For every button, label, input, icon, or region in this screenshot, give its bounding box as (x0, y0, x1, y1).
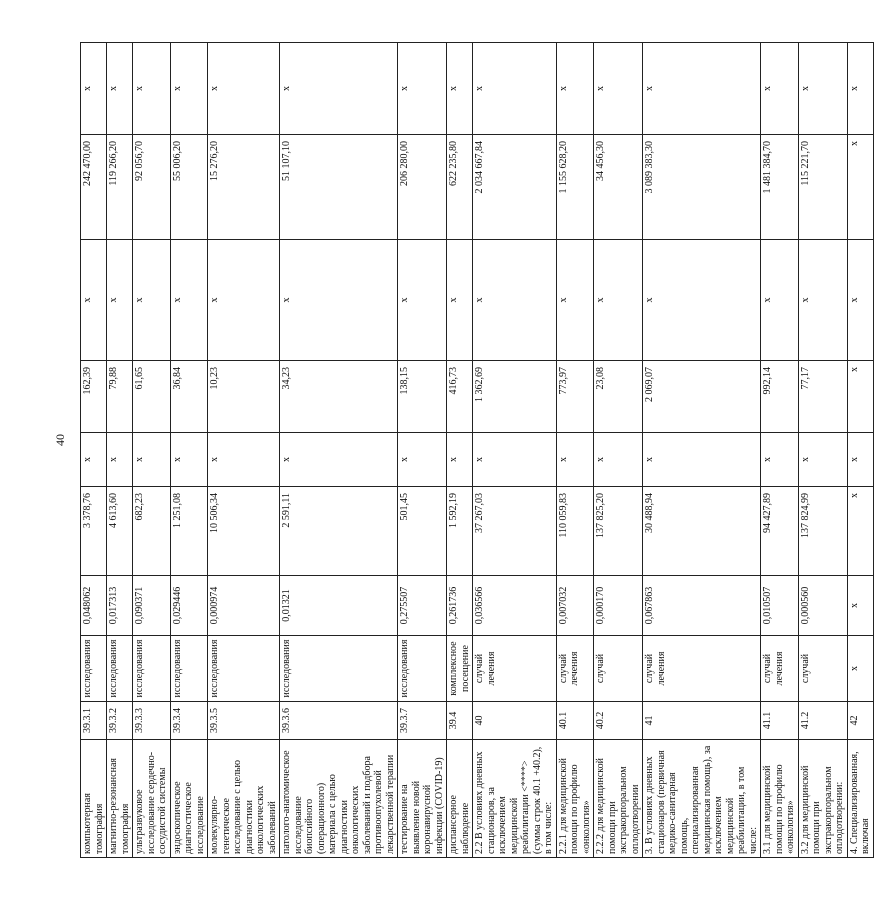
cell-c7: 36,84 (170, 361, 208, 433)
cell-name: патолого-анатомическое исследование биопсийного (операционного) материала с целью диагностики онкологических заболеваний и подбора противоопухолевой лекарственной терапии (280, 740, 398, 858)
table-row (107, 43, 133, 858)
cell-c10: х (594, 43, 643, 135)
cell-c8: х (81, 240, 107, 361)
cell-c9: 1 155 628,20 (556, 135, 594, 240)
cell-c9: 3 089 383,30 (643, 135, 761, 240)
cell-c7: 992,14 (761, 361, 799, 433)
cell-name: 3.1 для медицинской помощи по профилю «онкология» (761, 740, 799, 858)
cell-unit: исследования (81, 636, 107, 702)
cell-cost: 1 251,08 (170, 487, 208, 576)
cell-c6: х (133, 433, 171, 487)
cell-code: 41 (643, 702, 761, 740)
cell-code: 39.3.4 (170, 702, 208, 740)
table-row (761, 43, 799, 858)
cell-name: эндоскопическое диагностическое исследование (170, 740, 208, 858)
cell-unit: х (847, 636, 873, 702)
cell-norm: х (847, 576, 873, 636)
cell-c7: 162,39 (81, 361, 107, 433)
cell-c8: х (798, 240, 847, 361)
cell-name: молекулярно-генетическое исследование с целью диагностики онкологических заболеваний (208, 740, 280, 858)
cell-c8: х (447, 240, 473, 361)
cell-c10: х (798, 43, 847, 135)
cell-code: 39.3.7 (398, 702, 447, 740)
cell-norm: 0,000170 (594, 576, 643, 636)
cell-c9: 55 006,20 (170, 135, 208, 240)
cell-unit: исследования (280, 636, 398, 702)
cell-norm: 0,000974 (208, 576, 280, 636)
table-row (798, 43, 847, 858)
cell-c10: х (81, 43, 107, 135)
cell-c6: х (81, 433, 107, 487)
cell-c7: 773,97 (556, 361, 594, 433)
cell-cost: 137 825,20 (594, 487, 643, 576)
cell-c6: х (761, 433, 799, 487)
table-row (556, 43, 594, 858)
cell-c6: х (847, 433, 873, 487)
cell-cost: 501,45 (398, 487, 447, 576)
cell-c8: х (847, 240, 873, 361)
cell-c6: х (398, 433, 447, 487)
cell-cost: 4 613,60 (107, 487, 133, 576)
cell-name: 3.2 для медицинской помощи при экстракорпоральном оплодотворении: (798, 740, 847, 858)
tariff-table (80, 42, 874, 858)
cell-c8: х (643, 240, 761, 361)
cell-code: 40.1 (556, 702, 594, 740)
cell-code: 42 (847, 702, 873, 740)
cell-norm: 0,261736 (447, 576, 473, 636)
cell-c10: х (170, 43, 208, 135)
cell-norm: 0,090371 (133, 576, 171, 636)
cell-cost: 137 824,99 (798, 487, 847, 576)
cell-c9: 622 235,80 (447, 135, 473, 240)
cell-cost: 10 506,34 (208, 487, 280, 576)
cell-code: 40.2 (594, 702, 643, 740)
cell-cost: 1 592,19 (447, 487, 473, 576)
cell-c9: 92 056,70 (133, 135, 171, 240)
rotated-table-container (80, 43, 871, 858)
cell-name: 2.2 В условиях дневных стационаров, за исключением медицинской реабилитации <****> (сумма строк 40.1 +40.2), в том числе: (473, 740, 557, 858)
cell-c10: х (208, 43, 280, 135)
cell-c8: х (594, 240, 643, 361)
cell-name: диспансерное наблюдение (447, 740, 473, 858)
cell-c6: х (473, 433, 557, 487)
cell-unit: случай лечения (761, 636, 799, 702)
cell-c8: х (398, 240, 447, 361)
cell-code: 41.2 (798, 702, 847, 740)
cell-norm: 0,048062 (81, 576, 107, 636)
cell-norm: 0,029446 (170, 576, 208, 636)
cell-unit: случай лечения (556, 636, 594, 702)
cell-c6: х (594, 433, 643, 487)
cell-c6: х (107, 433, 133, 487)
cell-name: тестирование на выявление новой коронавирусной инфекции (COVID-19) (398, 740, 447, 858)
cell-c10: х (643, 43, 761, 135)
cell-c10: х (473, 43, 557, 135)
cell-name: компьютерная томография (81, 740, 107, 858)
table-row (594, 43, 643, 858)
cell-code: 39.3.1 (81, 702, 107, 740)
table-row (133, 43, 171, 858)
cell-code: 41.1 (761, 702, 799, 740)
cell-norm: 0,067863 (643, 576, 761, 636)
cell-c6: х (447, 433, 473, 487)
cell-norm: 0,007032 (556, 576, 594, 636)
cell-name: 4. Специализированная, включая (847, 740, 873, 858)
cell-c10: х (847, 43, 873, 135)
cell-c9: 206 280,00 (398, 135, 447, 240)
cell-c9: 119 266,20 (107, 135, 133, 240)
cell-c10: х (761, 43, 799, 135)
cell-c9: 2 034 667,84 (473, 135, 557, 240)
cell-c10: х (398, 43, 447, 135)
cell-c8: х (280, 240, 398, 361)
table-row (81, 43, 107, 858)
cell-unit: случай (798, 636, 847, 702)
cell-c7: 138,15 (398, 361, 447, 433)
cell-c9: 34 456,30 (594, 135, 643, 240)
table-row (398, 43, 447, 858)
cell-code: 39.3.3 (133, 702, 171, 740)
cell-cost: 2 591,11 (280, 487, 398, 576)
cell-unit: исследования (208, 636, 280, 702)
cell-c9: 242 470,00 (81, 135, 107, 240)
cell-c9: 115 221,70 (798, 135, 847, 240)
cell-unit: исследования (398, 636, 447, 702)
cell-unit: исследования (133, 636, 171, 702)
cell-cost: 30 488,94 (643, 487, 761, 576)
cell-cost: х (847, 487, 873, 576)
cell-code: 39.3.6 (280, 702, 398, 740)
cell-c7: 79,88 (107, 361, 133, 433)
cell-c7: 2 069,07 (643, 361, 761, 433)
cell-c7: 1 362,69 (473, 361, 557, 433)
cell-norm: 0,017313 (107, 576, 133, 636)
cell-c9: 51 107,10 (280, 135, 398, 240)
cell-code: 39.3.5 (208, 702, 280, 740)
cell-code: 39.3.2 (107, 702, 133, 740)
cell-c7: 23,08 (594, 361, 643, 433)
cell-c6: х (798, 433, 847, 487)
cell-c9: 15 276,20 (208, 135, 280, 240)
cell-c7: 416,73 (447, 361, 473, 433)
cell-c6: х (643, 433, 761, 487)
cell-c10: х (556, 43, 594, 135)
table-row (473, 43, 557, 858)
cell-c6: х (280, 433, 398, 487)
cell-name: 2.2.1 для медицинской помощи по профилю «онкология» (556, 740, 594, 858)
cell-unit: случай лечения (643, 636, 761, 702)
cell-c8: х (761, 240, 799, 361)
cell-c8: х (107, 240, 133, 361)
cell-c6: х (170, 433, 208, 487)
cell-cost: 682,23 (133, 487, 171, 576)
table-row (447, 43, 473, 858)
cell-code: 40 (473, 702, 557, 740)
cell-c8: х (208, 240, 280, 361)
table-row (847, 43, 873, 858)
cell-cost: 94 427,89 (761, 487, 799, 576)
cell-unit: случай лечения (473, 636, 557, 702)
cell-c6: х (556, 433, 594, 487)
table-row (280, 43, 398, 858)
cell-code: 39.4 (447, 702, 473, 740)
cell-cost: 37 267,03 (473, 487, 557, 576)
cell-norm: 0,01321 (280, 576, 398, 636)
cell-unit: исследования (107, 636, 133, 702)
cell-c7: х (847, 361, 873, 433)
cell-unit: комплексное посещение (447, 636, 473, 702)
cell-c10: х (280, 43, 398, 135)
cell-c8: х (556, 240, 594, 361)
cell-c9: х (847, 135, 873, 240)
cell-cost: 3 378,76 (81, 487, 107, 576)
table-row (643, 43, 761, 858)
cell-c10: х (133, 43, 171, 135)
page-number: 40 (53, 434, 67, 446)
cell-unit: случай (594, 636, 643, 702)
cell-c8: х (473, 240, 557, 361)
table-row (170, 43, 208, 858)
cell-c7: 77,17 (798, 361, 847, 433)
cell-cost: 110 059,83 (556, 487, 594, 576)
cell-c7: 61,65 (133, 361, 171, 433)
cell-norm: 0,000560 (798, 576, 847, 636)
cell-c7: 34,23 (280, 361, 398, 433)
cell-unit: исследования (170, 636, 208, 702)
cell-c8: х (170, 240, 208, 361)
cell-c10: х (447, 43, 473, 135)
cell-c6: х (208, 433, 280, 487)
cell-c9: 1 481 384,70 (761, 135, 799, 240)
table-row (208, 43, 280, 858)
cell-norm: 0,010507 (761, 576, 799, 636)
cell-name: 2.2.2 для медицинской помощи при экстракорпоральном оплодотворении (594, 740, 643, 858)
cell-norm: 0,275507 (398, 576, 447, 636)
cell-c7: 10,23 (208, 361, 280, 433)
cell-norm: 0,036566 (473, 576, 557, 636)
cell-c8: х (133, 240, 171, 361)
cell-name: 3. В условиях дневных стационаров (первичная медико-санитарная помощь, специализированная медицинская помощь), за исключением медицинской реабилитации, в том числе: (643, 740, 761, 858)
cell-c10: х (107, 43, 133, 135)
cell-name: магнитно-резонансная томография (107, 740, 133, 858)
cell-name: ультразвуковое исследование сердечно-сосудистой системы (133, 740, 171, 858)
